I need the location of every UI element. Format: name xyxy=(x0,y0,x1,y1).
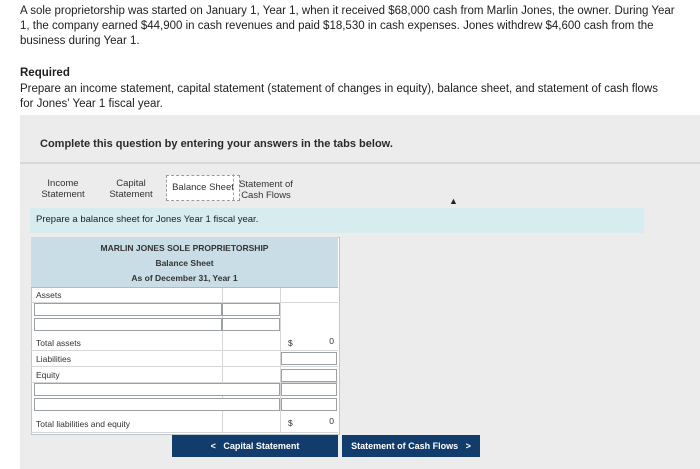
statement-title: Balance Sheet xyxy=(155,258,214,268)
chevron-right-icon: > xyxy=(465,441,471,451)
equity-amount-input[interactable] xyxy=(281,383,337,396)
tab-label: Income xyxy=(47,178,79,189)
assets-row xyxy=(31,288,338,303)
equity-label: Equity xyxy=(36,370,60,380)
mouse-cursor-icon: ▲ xyxy=(449,196,458,206)
tab-label: Balance Sheet xyxy=(172,182,234,193)
tab-label: Statement xyxy=(41,189,85,200)
chevron-left-icon: < xyxy=(210,441,216,451)
asset-amount-input[interactable] xyxy=(222,303,280,316)
currency-symbol: $ xyxy=(288,338,293,348)
divider xyxy=(20,162,700,164)
next-tab-label: Statement of Cash Flows xyxy=(351,441,459,451)
total-assets-label: Total assets xyxy=(36,338,81,348)
required-heading: Required xyxy=(20,67,70,79)
liabilities-amount-input[interactable] xyxy=(281,352,337,365)
previous-tab-label: Capital Statement xyxy=(223,441,300,451)
tab-label: Capital xyxy=(116,178,146,189)
asset-amount-input[interactable] xyxy=(222,318,280,331)
balance-sheet-header xyxy=(31,237,338,288)
asset-account-input[interactable] xyxy=(34,318,222,331)
tab-income-statement[interactable] xyxy=(34,178,92,200)
equity-account-input[interactable] xyxy=(34,398,280,411)
tab-capital-statement[interactable] xyxy=(103,178,159,200)
total-liabilities-equity-label: Total liabilities and equity xyxy=(36,419,131,429)
equity-account-input[interactable] xyxy=(34,383,280,396)
total-liabilities-equity-value: 0 xyxy=(329,416,334,426)
tab-label: Cash Flows xyxy=(241,190,291,201)
tab-label: Statement of xyxy=(239,179,293,190)
liabilities-label: Liabilities xyxy=(36,354,71,364)
total-assets-value: 0 xyxy=(329,336,334,346)
tab-divider xyxy=(233,174,234,200)
equity-amount-input[interactable] xyxy=(281,398,337,411)
problem-text: A sole proprietorship was started on January 1, Year 1, when it received $68,000 cash from Marlin Jones, the owner. During Year 1, the company earned $44,900 in cash revenues and paid $18,530 in cash expenses. Jones withdrew $4,600 cash from the business during Year 1. xyxy=(20,5,675,47)
next-tab-button[interactable] xyxy=(342,435,480,457)
tab-balance-sheet[interactable] xyxy=(166,175,240,201)
statement-date: As of December 31, Year 1 xyxy=(131,273,238,283)
instruction-text: Complete this question by entering your answers in the tabs below. xyxy=(40,138,393,150)
asset-account-input[interactable] xyxy=(34,303,222,316)
prompt-text: Prepare a balance sheet for Jones Year 1 fiscal year. xyxy=(36,214,259,225)
currency-symbol: $ xyxy=(288,418,293,428)
equity-amount-input[interactable] xyxy=(281,369,337,382)
company-name: MARLIN JONES SOLE PROPRIETORSHIP xyxy=(100,243,269,253)
required-text: Prepare an income statement, capital statement (statement of changes in equity), balance sheet, and statement of cash flows for Jones' Year 1 fiscal year. xyxy=(20,83,658,110)
assets-label: Assets xyxy=(36,290,62,300)
tab-label: Statement xyxy=(109,189,153,200)
previous-tab-button[interactable] xyxy=(172,435,338,457)
tab-statement-of-cash-flows[interactable] xyxy=(235,179,297,201)
